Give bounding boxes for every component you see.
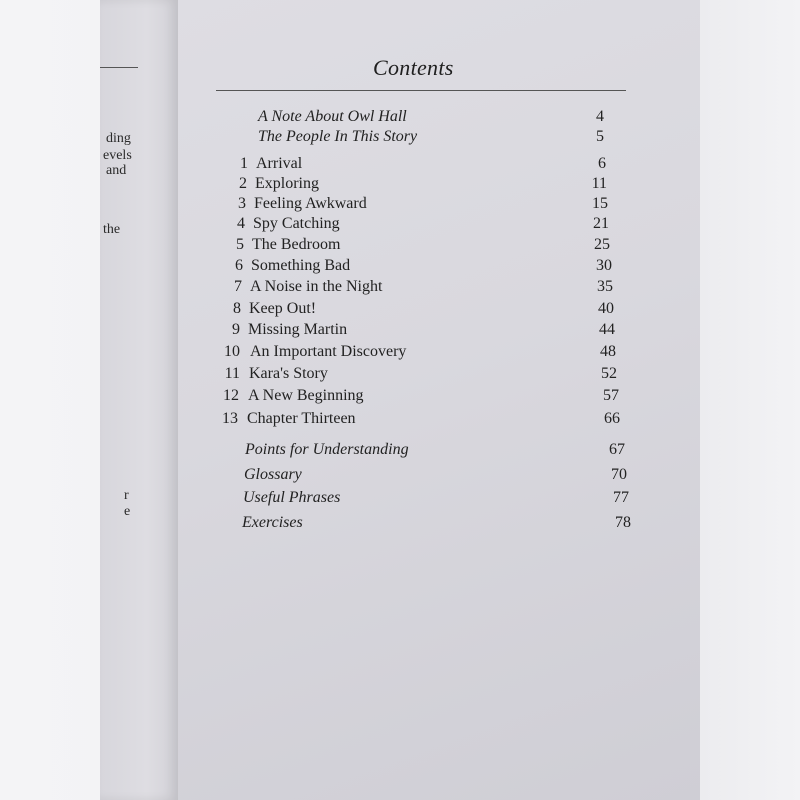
chapter-title: Missing Martin [248, 321, 348, 338]
chapter-title: Something Bad [251, 257, 351, 274]
background-right [700, 0, 800, 800]
front-matter-title: A Note About Owl Hall [258, 108, 407, 125]
front-matter-title: The People In This Story [258, 128, 418, 145]
left-page-fragment: e [124, 504, 131, 519]
chapter-title: Keep Out! [249, 300, 317, 317]
chapter-page: 11 [591, 175, 607, 192]
chapter-number: 6 [235, 257, 243, 274]
back-matter-title: Points for Understanding [245, 441, 409, 458]
left-page [100, 0, 179, 800]
chapter-number: 4 [237, 215, 245, 232]
chapter-number: 11 [224, 365, 240, 382]
left-page-fragment: the [103, 222, 121, 237]
chapter-number: 5 [236, 236, 244, 253]
chapter-number: 10 [224, 343, 240, 360]
chapter-page: 6 [598, 155, 606, 172]
chapter-number: 1 [240, 155, 248, 172]
left-page-fragment: and [106, 163, 127, 178]
left-page-fragment: ding [106, 131, 131, 146]
chapter-title: Feeling Awkward [254, 195, 367, 212]
left-page-fragment: r [124, 488, 129, 503]
chapter-page: 40 [598, 300, 614, 317]
chapter-title: A New Beginning [248, 387, 364, 404]
chapter-page: 21 [593, 215, 609, 232]
chapter-number: 9 [232, 321, 240, 338]
front-matter-page: 5 [596, 128, 604, 145]
chapter-page: 66 [604, 410, 620, 427]
chapter-title: Exploring [255, 175, 319, 192]
chapter-page: 44 [599, 321, 615, 338]
chapter-page: 48 [600, 343, 616, 360]
chapter-page: 15 [592, 195, 608, 212]
chapter-page: 35 [597, 278, 613, 295]
chapter-number: 3 [238, 195, 246, 212]
chapter-number: 13 [222, 410, 238, 427]
chapter-title: Kara's Story [249, 365, 328, 382]
chapter-page: 30 [596, 257, 612, 274]
chapter-title: An Important Discovery [250, 343, 407, 360]
chapter-number: 8 [233, 300, 241, 317]
chapter-title: A Noise in the Night [250, 278, 383, 295]
back-matter-title: Glossary [244, 466, 302, 483]
chapter-page: 25 [594, 236, 610, 253]
chapter-title: Chapter Thirteen [247, 410, 356, 427]
back-matter-page: 77 [613, 489, 629, 506]
contents-heading: Contents [373, 55, 454, 80]
back-matter-page: 67 [609, 441, 625, 458]
chapter-number: 12 [223, 387, 239, 404]
front-matter-page: 4 [596, 108, 604, 125]
chapter-title: The Bedroom [252, 236, 341, 253]
left-page-fragment: evels [103, 148, 132, 163]
heading-rule [216, 90, 626, 91]
chapter-number: 7 [234, 278, 242, 295]
back-matter-title: Exercises [242, 514, 303, 531]
back-matter-page: 70 [611, 466, 627, 483]
chapter-page: 52 [601, 365, 617, 382]
chapter-title: Spy Catching [253, 215, 340, 232]
left-page-rule [100, 67, 138, 68]
back-matter-title: Useful Phrases [243, 489, 341, 506]
chapter-number: 2 [239, 175, 247, 192]
chapter-title: Arrival [256, 155, 303, 172]
back-matter-page: 78 [615, 514, 631, 531]
chapter-page: 57 [603, 387, 619, 404]
